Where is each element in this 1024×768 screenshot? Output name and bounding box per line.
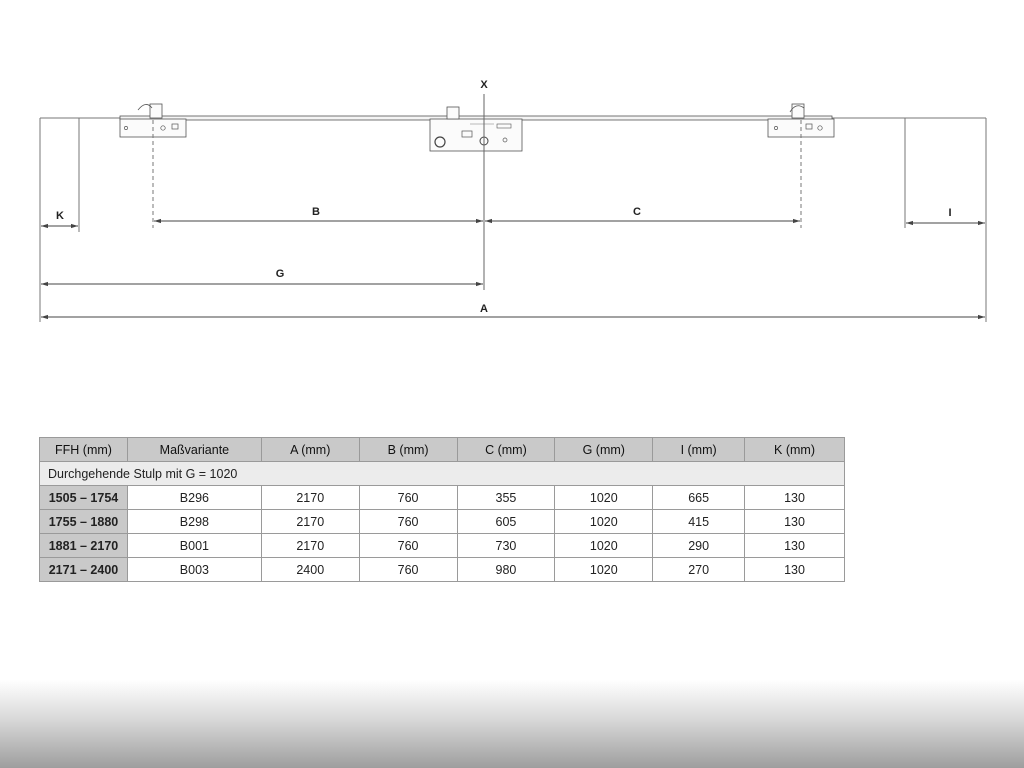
cell-b: 760 — [359, 510, 457, 534]
dimension-c-label: C — [633, 206, 641, 218]
cell-c: 730 — [457, 534, 555, 558]
cell-g: 1020 — [555, 558, 653, 582]
dimension-g-label: G — [275, 268, 285, 280]
table-row — [40, 510, 845, 534]
cell-a: 2170 — [261, 510, 359, 534]
cell-a: 2400 — [261, 558, 359, 582]
col-header-g: G (mm) — [555, 438, 653, 462]
cell-ffh: 2171 – 2400 — [40, 558, 128, 582]
col-header-ffh: FFH (mm) — [40, 438, 128, 462]
cell-i: 270 — [653, 558, 745, 582]
cell-ffh: 1505 – 1754 — [40, 486, 128, 510]
cell-g: 1020 — [555, 534, 653, 558]
dimension-a-label: A — [480, 303, 488, 315]
cell-k: 130 — [745, 558, 845, 582]
col-header-a: A (mm) — [261, 438, 359, 462]
table-row — [40, 534, 845, 558]
col-header-b: B (mm) — [359, 438, 457, 462]
cell-k: 130 — [745, 510, 845, 534]
cell-variant: B001 — [127, 534, 261, 558]
col-header-c: C (mm) — [457, 438, 555, 462]
axis-x-label: X — [480, 79, 488, 91]
table-header-row — [40, 438, 845, 462]
cell-ffh: 1755 – 1880 — [40, 510, 128, 534]
table-row — [40, 558, 845, 582]
dimension-b-label: B — [312, 206, 320, 218]
lock-bar — [120, 104, 834, 151]
cell-ffh: 1881 – 2170 — [40, 534, 128, 558]
lock-case — [430, 107, 522, 151]
cell-k: 130 — [745, 486, 845, 510]
col-header-variant: Maßvariante — [127, 438, 261, 462]
dimension-i-label: I — [948, 207, 952, 219]
table-row — [40, 486, 845, 510]
cell-c: 605 — [457, 510, 555, 534]
col-header-i: I (mm) — [653, 438, 745, 462]
cell-c: 980 — [457, 558, 555, 582]
cell-i: 665 — [653, 486, 745, 510]
cell-g: 1020 — [555, 486, 653, 510]
cell-i: 290 — [653, 534, 745, 558]
cell-b: 760 — [359, 558, 457, 582]
cell-b: 760 — [359, 534, 457, 558]
cell-variant: B003 — [127, 558, 261, 582]
cell-i: 415 — [653, 510, 745, 534]
dimension-table — [39, 437, 845, 582]
cell-a: 2170 — [261, 486, 359, 510]
cell-variant: B296 — [127, 486, 261, 510]
table-section-row — [40, 462, 845, 486]
cell-a: 2170 — [261, 534, 359, 558]
bottom-gradient-band — [0, 680, 1024, 768]
cell-g: 1020 — [555, 510, 653, 534]
cell-k: 130 — [745, 534, 845, 558]
dimension-k-label: K — [56, 210, 64, 222]
section-title: Durchgehende Stulp mit G = 1020 — [40, 462, 845, 486]
col-header-k: K (mm) — [745, 438, 845, 462]
cell-c: 355 — [457, 486, 555, 510]
cell-b: 760 — [359, 486, 457, 510]
cell-variant: B298 — [127, 510, 261, 534]
